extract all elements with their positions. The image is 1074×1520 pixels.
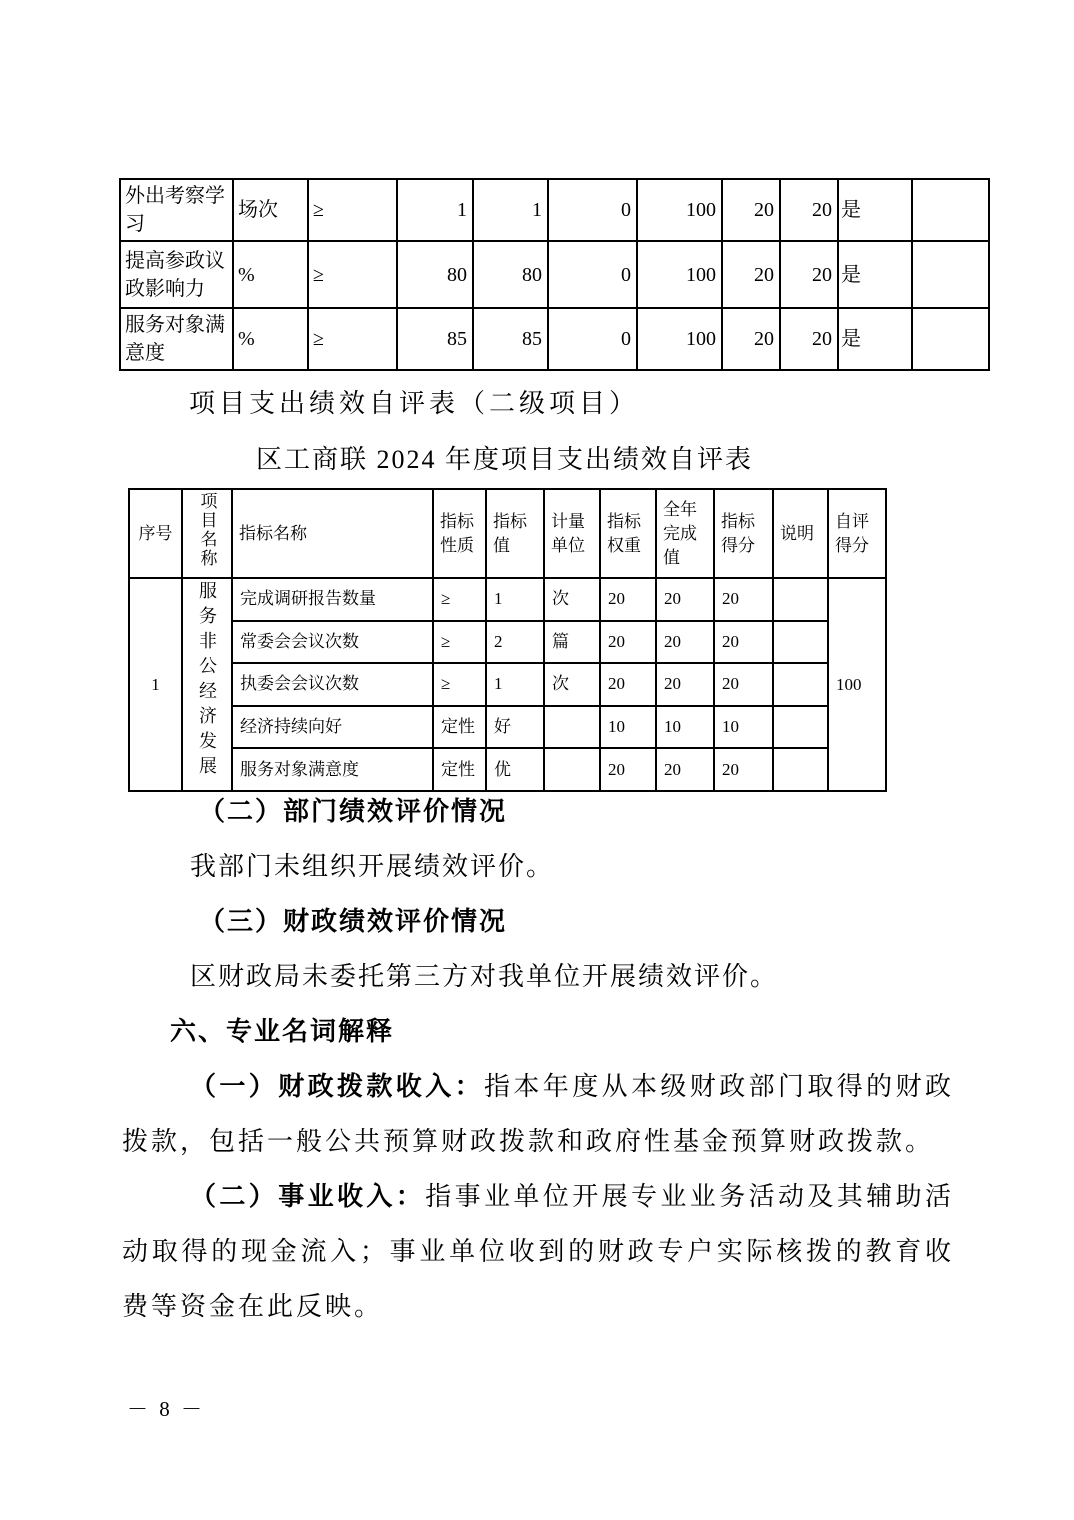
header-measure-unit: 计量单位 <box>544 489 600 578</box>
cell-indicator-value: 优 <box>486 748 544 791</box>
cell-self-score: 100 <box>828 578 886 791</box>
self-eval-table <box>128 488 887 792</box>
cell-completed-value: 80 <box>473 241 548 308</box>
cell-deviation: 0 <box>548 308 637 370</box>
cell-target-value: 85 <box>397 308 473 370</box>
term-label: （一）财政拨款收入： <box>190 1072 484 1101</box>
cell-nature: ≥ <box>308 241 397 308</box>
page-number: － 8 － <box>127 1397 205 1421</box>
cell-measure-unit: 篇 <box>544 621 600 664</box>
header-indicator-name: 指标名称 <box>232 489 433 578</box>
cell-flag: 是 <box>838 179 912 241</box>
cell-flag: 是 <box>838 308 912 370</box>
cell-unit: % <box>233 241 308 308</box>
cell-note <box>912 179 989 241</box>
fiscal-eval-heading: （三）财政绩效评价情况 <box>199 907 508 936</box>
header-indicator-score: 指标得分 <box>714 489 773 578</box>
cell-indicator-nature: ≥ <box>433 663 486 706</box>
cell-measure-unit: 次 <box>544 578 600 621</box>
glossary-heading: 六、专业名词解释 <box>170 1016 395 1046</box>
cell-indicator-name: 常委会会议次数 <box>232 621 433 664</box>
term-text: 指事业单位开展专业业务活动及其辅助活动取得的现金流入；事业单位收到的财政专户实际核拨的教育收费等资金在此反映。 <box>122 1182 954 1321</box>
cell-note <box>773 706 828 749</box>
cell-completed-value: 85 <box>473 308 548 370</box>
cell-note <box>773 663 828 706</box>
cell-rate: 100 <box>637 308 722 370</box>
header-annual-completion: 全年完成值 <box>656 489 714 578</box>
cell-flag: 是 <box>838 241 912 308</box>
cell-indicator-nature: ≥ <box>433 578 486 621</box>
cell-measure-unit: 次 <box>544 663 600 706</box>
cell-measure-unit <box>544 706 600 749</box>
table-row <box>120 308 989 370</box>
cell-rate: 100 <box>637 179 722 241</box>
cell-score: 20 <box>780 241 838 308</box>
cell-project-name-text: 服务非公经济发展 <box>197 581 217 781</box>
cell-annual-completion: 20 <box>656 748 714 791</box>
table-row <box>120 179 989 241</box>
fiscal-eval-text: 区财政局未委托第三方对我单位开展绩效评价。 <box>190 962 779 991</box>
cell-indicator-value: 2 <box>486 621 544 664</box>
table-title: 区工商联 2024 年度项目支出绩效自评表 <box>256 445 754 474</box>
cell-indicator-score: 20 <box>714 748 773 791</box>
cell-note <box>912 308 989 370</box>
cell-indicator-name: 外出考察学习 <box>120 179 233 241</box>
cell-indicator-score: 20 <box>714 578 773 621</box>
cell-score: 20 <box>780 308 838 370</box>
dept-eval-text: 我部门未组织开展绩效评价。 <box>190 852 555 881</box>
header-indicator-nature: 指标性质 <box>433 489 486 578</box>
table-row <box>129 663 886 706</box>
header-project-name-text: 项目名称 <box>197 492 217 568</box>
glossary-term <box>122 1169 954 1334</box>
cell-indicator-name: 执委会会议次数 <box>232 663 433 706</box>
dept-eval-heading: （二）部门绩效评价情况 <box>199 797 508 826</box>
narrative-section <box>122 784 954 1334</box>
table-row <box>129 578 886 621</box>
cell-indicator-name: 服务对象满意度 <box>232 748 433 791</box>
glossary-term <box>122 1059 954 1169</box>
cell-deviation: 0 <box>548 179 637 241</box>
cell-indicator-score: 20 <box>714 663 773 706</box>
cell-indicator-value: 1 <box>486 663 544 706</box>
header-row <box>129 489 886 578</box>
cell-weight: 20 <box>722 241 780 308</box>
cell-indicator-nature: ≥ <box>433 621 486 664</box>
cell-indicator-weight: 20 <box>600 663 656 706</box>
header-note: 说明 <box>773 489 828 578</box>
cell-weight: 20 <box>722 308 780 370</box>
table-row <box>129 621 886 664</box>
cell-indicator-score: 10 <box>714 706 773 749</box>
cell-indicator-weight: 20 <box>600 578 656 621</box>
cell-target-value: 80 <box>397 241 473 308</box>
cell-indicator-weight: 20 <box>600 748 656 791</box>
cell-nature: ≥ <box>308 308 397 370</box>
cell-target-value: 1 <box>397 179 473 241</box>
table-caption: 项目支出绩效自评表（二级项目） <box>189 389 640 418</box>
cell-unit: % <box>233 308 308 370</box>
header-self-score: 自评得分 <box>828 489 886 578</box>
cell-indicator-nature: 定性 <box>433 706 486 749</box>
cell-indicator-name: 完成调研报告数量 <box>232 578 433 621</box>
cell-nature: ≥ <box>308 179 397 241</box>
table-row <box>129 706 886 749</box>
cell-indicator-nature: 定性 <box>433 748 486 791</box>
cell-annual-completion: 20 <box>656 663 714 706</box>
cell-indicator-name: 提高参政议政影响力 <box>120 241 233 308</box>
cell-note <box>912 241 989 308</box>
term-text: 指本年度从本级财政部门取得的财政拨款，包括一般公共预算财政拨款和政府性基金预算财政拨款。 <box>122 1072 954 1156</box>
table-row <box>120 241 989 308</box>
indicator-table-continuation <box>119 178 990 371</box>
cell-indicator-name: 经济持续向好 <box>232 706 433 749</box>
cell-indicator-name: 服务对象满意度 <box>120 308 233 370</box>
cell-annual-completion: 20 <box>656 621 714 664</box>
header-serial: 序号 <box>129 489 182 578</box>
header-indicator-value: 指标值 <box>486 489 544 578</box>
cell-rate: 100 <box>637 241 722 308</box>
cell-annual-completion: 10 <box>656 706 714 749</box>
cell-note <box>773 621 828 664</box>
cell-indicator-weight: 10 <box>600 706 656 749</box>
term-label: （二）事业收入： <box>190 1182 426 1211</box>
cell-unit: 场次 <box>233 179 308 241</box>
cell-completed-value: 1 <box>473 179 548 241</box>
cell-serial-no: 1 <box>129 578 182 791</box>
cell-indicator-value: 好 <box>486 706 544 749</box>
cell-indicator-value: 1 <box>486 578 544 621</box>
cell-deviation: 0 <box>548 241 637 308</box>
cell-project-name <box>182 578 232 791</box>
header-project-name <box>182 489 232 578</box>
cell-note <box>773 578 828 621</box>
cell-weight: 20 <box>722 179 780 241</box>
header-indicator-weight: 指标权重 <box>600 489 656 578</box>
cell-indicator-score: 20 <box>714 621 773 664</box>
cell-annual-completion: 20 <box>656 578 714 621</box>
cell-score: 20 <box>780 179 838 241</box>
cell-indicator-weight: 20 <box>600 621 656 664</box>
